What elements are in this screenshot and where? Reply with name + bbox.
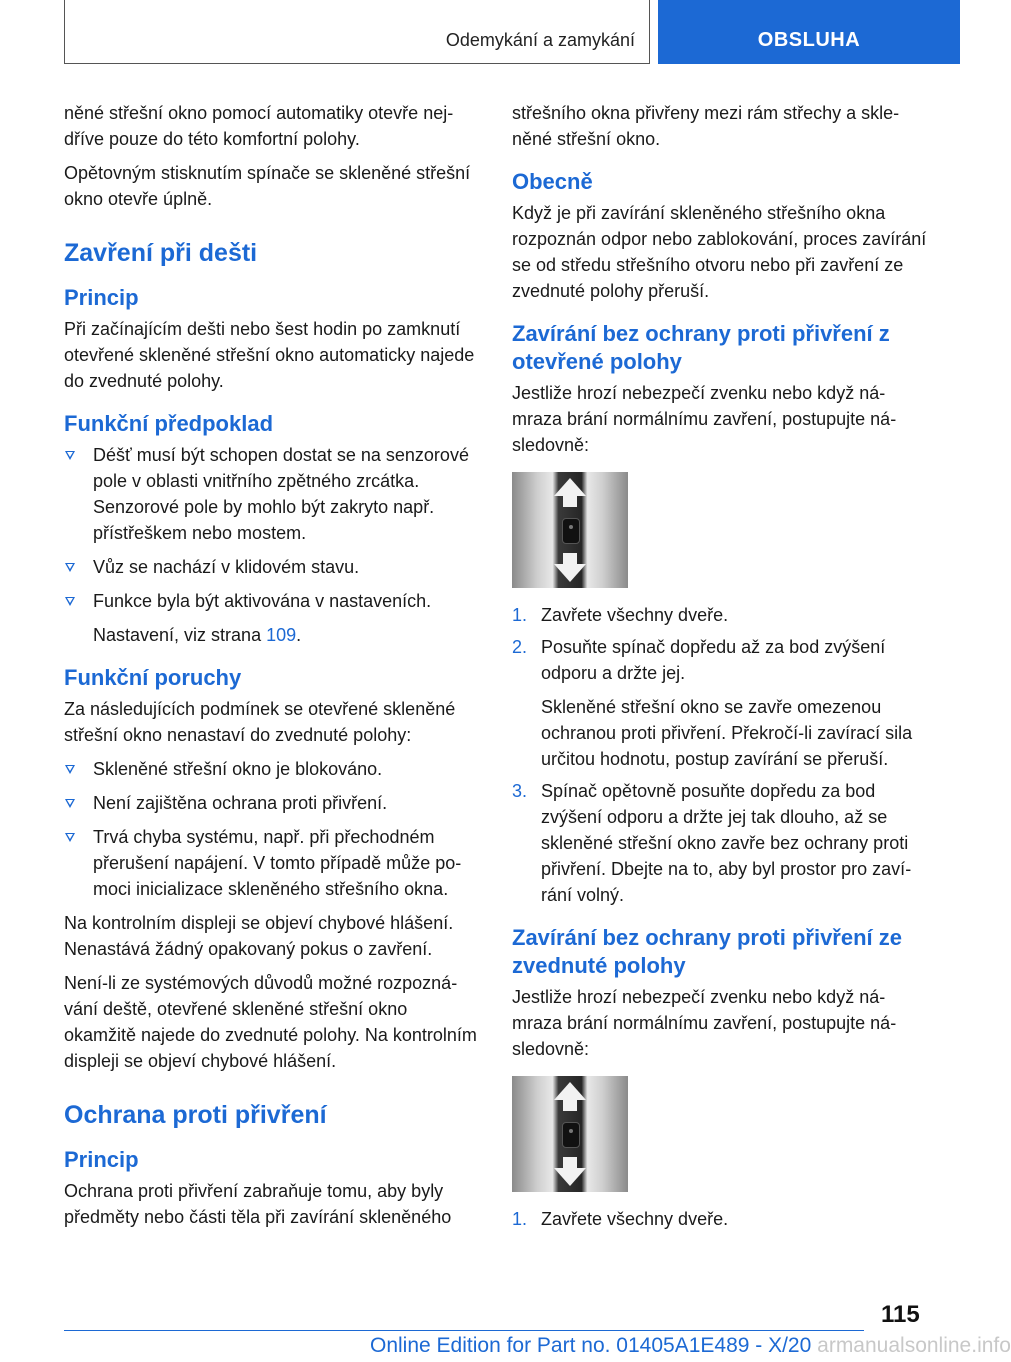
intro-paragraph-2: Opětovným stisknutím spínače se skleněné střešní okno otevře úplně.	[64, 163, 471, 209]
settings-reference	[93, 622, 478, 648]
roof-switch-image	[512, 472, 628, 588]
malfunctions-paragraph-1: Na kontrolním displeji se objeví chybové hlášení. Nenastává žádný opakovaný pokus o zavření.	[64, 913, 454, 959]
list-item-text: Vůz se nachází v klidovém stavu.	[93, 557, 360, 577]
triangle-bullet-icon	[65, 765, 75, 774]
footer-edition-text: Online Edition for Part no. 01405A1E489 - X/20	[370, 1334, 812, 1357]
heading-close-from-raised: Zavírání bez ochrany proti přivření ze zvednuté polohy	[512, 925, 902, 978]
list-item	[64, 756, 478, 782]
page-number: 115	[881, 1301, 920, 1328]
list-item	[64, 824, 478, 902]
header-section-box	[64, 0, 650, 64]
steps-list-open	[512, 602, 928, 908]
malfunctions-paragraph-2: Není-li ze systémových důvodů možné rozpoznávání deště, otevřené skleněné střešní okno okamžitě najede do zvednuté polohy. Na kontrolním displeji se objeví chybové hlášení.	[64, 973, 477, 1071]
step-item	[512, 634, 928, 772]
list-item-text: Funkce byla být aktivována v nastaveních.	[93, 591, 432, 611]
roof-switch-image	[512, 1076, 628, 1192]
arrow-down-icon	[554, 564, 586, 582]
step-number: 3.	[512, 781, 528, 801]
arrow-up-icon	[554, 1082, 586, 1100]
step-item	[512, 602, 928, 628]
triangle-bullet-icon	[65, 799, 75, 808]
right-column	[512, 100, 928, 1240]
header-tab-label: OBSLUHA	[757, 29, 861, 51]
pinch-principle-text: Ochrana proti přivření zabraňuje tomu, aby byly předměty nebo části těla při zavírání skleněného	[64, 1181, 452, 1227]
list-item-text: Není zajištěna ochrana proti přivření.	[93, 793, 388, 813]
list-item	[64, 588, 478, 648]
prerequisites-list	[64, 442, 478, 648]
step-number: 1.	[512, 605, 528, 625]
triangle-bullet-icon	[65, 597, 75, 606]
close-from-raised-intro: Jestliže hrozí nebezpečí zvenku nebo když námraza brání normálnímu zavření, postupujte následovně:	[512, 987, 897, 1059]
step-text: Zavřete všechny dveře.	[541, 1209, 729, 1229]
list-item	[64, 442, 478, 546]
header-section-title: Odemykání a zamykání	[445, 30, 635, 50]
list-item-text: Déšť musí být schopen dostat se na senzorové pole v oblasti vnitřního zpětného zrcátka. Senzorové pole by mohlo být zakryto např. přístřeškem nebo mostem.	[93, 445, 469, 543]
footer-divider	[64, 1330, 864, 1331]
footer-watermark: armanualsonline.info	[817, 1334, 1011, 1357]
step-text: Posuňte spínač dopředu až za bod zvýšení odporu a držte jej.	[541, 637, 886, 683]
list-item-text: Trvá chyba systému, např. při přechodném přerušení napájení. V tomto případě může pomoci inicializace skleněného střešního okna.	[93, 827, 462, 899]
arrow-down-icon	[554, 1168, 586, 1186]
step-item	[512, 778, 928, 908]
heading-rain-principle: Princip	[64, 285, 139, 310]
rain-principle-text: Při začínajícím dešti nebo šest hodin po zamknutí otevřené skleněné střešní okno automaticky najede do zvednuté polohy.	[64, 319, 475, 391]
step-item	[512, 1206, 928, 1232]
heading-pinch-principle: Princip	[64, 1147, 139, 1172]
header-tab	[658, 0, 960, 64]
triangle-bullet-icon	[65, 833, 75, 842]
footer-edition	[370, 1334, 1011, 1358]
step-number: 2.	[512, 637, 528, 657]
step-subtext: Skleněné střešní okno se zavře omezenou ochranou proti přivření. Překročí-li zavírací sila určitou hodnotu, postup zavírání se přeruší.	[541, 697, 913, 769]
list-item	[64, 554, 478, 580]
heading-pinch-protection: Ochrana proti přivření	[64, 1101, 327, 1129]
settings-reference-text: Nastavení, viz strana	[93, 625, 267, 645]
step-text: Spínač opětovně posuňte dopředu za bod zvýšení odporu a držte jej tak dlouho, až se skleněné střešní okno zavře bez ochrany proti přivření. Dbejte na to, aby byl prostor pro zavírání volný.	[541, 781, 912, 905]
triangle-bullet-icon	[65, 451, 75, 460]
heading-prerequisites: Funkční předpoklad	[64, 411, 274, 436]
heading-rain-closing: Zavření při dešti	[64, 239, 258, 267]
page-link-109[interactable]: 109	[266, 625, 297, 645]
switch-knob-icon	[562, 518, 580, 544]
left-column	[64, 100, 478, 1238]
general-text: Když je při zavírání skleněného střešního okna rozpoznán odpor nebo zablokování, proces zavírání se od středu střešního otvoru nebo při zavření ze zvednuté polohy přeruší.	[512, 203, 927, 301]
arrow-up-icon	[554, 478, 586, 496]
heading-close-from-open: Zavírání bez ochrany proti přivření z otevřené polohy	[512, 321, 890, 374]
step-text: Zavřete všechny dveře.	[541, 605, 729, 625]
step-number: 1.	[512, 1209, 528, 1229]
intro-paragraph-1: něné střešní okno pomocí automatiky otevře nejdříve pouze do této komfortní polohy.	[64, 103, 454, 149]
settings-reference-suffix: .	[296, 625, 302, 645]
malfunctions-intro: Za následujících podmínek se otevřené skleněné střešní okno nenastaví do zvednuté polohy:	[64, 699, 456, 745]
list-item	[64, 790, 478, 816]
heading-general: Obecně	[512, 169, 593, 194]
heading-malfunctions: Funkční poruchy	[64, 665, 242, 690]
close-from-open-intro: Jestliže hrozí nebezpečí zvenku nebo když námraza brání normálnímu zavření, postupujte následovně:	[512, 383, 897, 455]
triangle-bullet-icon	[65, 563, 75, 572]
switch-knob-icon	[562, 1122, 580, 1148]
continued-text: střešního okna přivřeny mezi rám střechy a skleněné střešní okno.	[512, 103, 900, 149]
steps-list-raised	[512, 1206, 928, 1232]
malfunctions-list	[64, 756, 478, 902]
list-item-text: Skleněné střešní okno je blokováno.	[93, 759, 383, 779]
